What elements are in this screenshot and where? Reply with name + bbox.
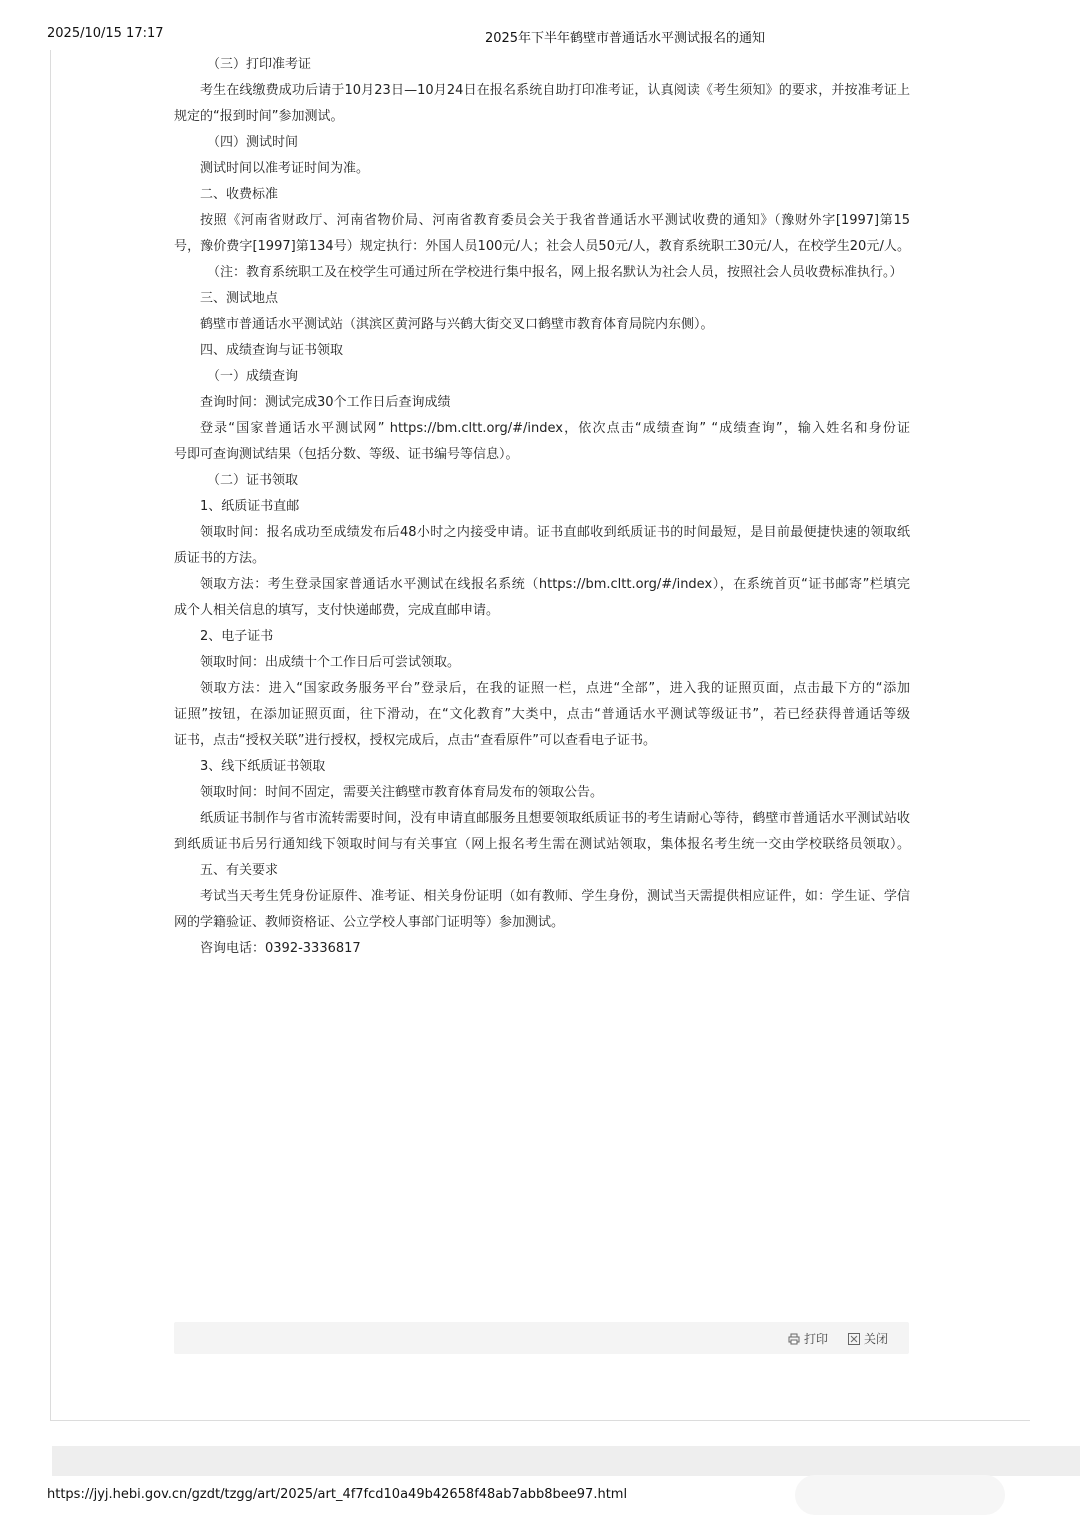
article-body — [174, 52, 910, 962]
document-title: 2025年下半年鹤壁市普通话水平测试报名的通知 — [484, 31, 766, 46]
article-line: 五、有关要求 — [200, 863, 279, 878]
article-line: 考试当天考生凭身份证原件、准考证、相关身份证明（如有教师、学生身份，测试当天需提供相应证件，如：学生证、学信 — [200, 889, 910, 904]
article-line: 四、成绩查询与证书领取 — [200, 343, 344, 358]
article-line: 证书，点击“授权关联”进行授权，授权完成后，点击“查看原件”可以查看电子证书。 — [174, 733, 656, 748]
article-line: 测试时间以准考证时间为准。 — [200, 161, 370, 176]
article-line: 到纸质证书后另行通知线下领取时间与有关事宜（网上报名考生需在测试站领取，集体报名考生统一交由学校联络员领取）。 — [174, 837, 910, 852]
blurred-overlay — [795, 1475, 1005, 1515]
article-line: 领取时间：报名成功至成绩发布后48小时之内接受申请。证书直邮收到纸质证书的时间最短，是目前最便捷快速的领取纸 — [200, 525, 910, 540]
print-datetime: 2025/10/15 17:17 — [47, 26, 164, 41]
article-line: 领取方法：考生登录国家普通话水平测试在线报名系统（https://bm.cltt.org/#/index），在系统首页“证书邮寄”栏填完 — [200, 577, 910, 592]
article-line: 领取时间：时间不固定，需要关注鹤壁市教育体育局发布的领取公告。 — [200, 785, 604, 800]
article-line: 考生在线缴费成功后请于10月23日—10月24日在报名系统自助打印准考证，认真阅读《考生须知》的要求，并按准考证上 — [200, 83, 910, 98]
article-line: 1、纸质证书直邮 — [200, 499, 300, 514]
page-bottom-band — [52, 1446, 1080, 1476]
article-line: 网的学籍验证、教师资格证、公立学校人事部门证明等）参加测试。 — [174, 915, 565, 930]
printer-icon — [788, 1333, 800, 1345]
close-button[interactable] — [848, 1330, 888, 1347]
article-line: 三、测试地点 — [200, 291, 279, 306]
article-line: 成个人相关信息的填写，支付快递邮费，完成直邮申请。 — [174, 603, 500, 618]
close-label: 关闭 — [864, 1332, 889, 1346]
article-line: 号即可查询测试结果（包括分数、等级、证书编号等信息）。 — [174, 447, 519, 462]
print-button[interactable] — [788, 1330, 828, 1347]
article-line: 领取方法：进入“国家政务服务平台”登录后，在我的证照一栏，点进“全部”，进入我的证照页面，点击最下方的“添加 — [200, 681, 910, 696]
article-line: 证照”按钮，在添加证照页面，往下滑动，在“文化教育”大类中，点击“普通话水平测试等级证书”，若已经获得普通话等级 — [174, 707, 910, 722]
article-line: （一）成绩查询 — [207, 369, 299, 384]
article-line: （二）证书领取 — [207, 473, 299, 488]
article-line: 鹤壁市普通话水平测试站（淇滨区黄河路与兴鹤大街交叉口鹤壁市教育体育局院内东侧）。 — [200, 317, 714, 332]
article-line: 查询时间：测试完成30个工作日后查询成绩 — [200, 395, 451, 410]
article-line: 2、电子证书 — [200, 629, 274, 644]
article-line: （四）测试时间 — [207, 135, 299, 150]
article-line: 纸质证书制作与省市流转需要时间，没有申请直邮服务且想要领取纸质证书的考生请耐心等待，鹤壁市普通话水平测试站收 — [200, 811, 910, 826]
print-label: 打印 — [804, 1332, 829, 1346]
article-line: 规定的“报到时间”参加测试。 — [174, 109, 344, 124]
article-line: 领取时间：出成绩十个工作日后可尝试领取。 — [200, 655, 461, 670]
article-line: 质证书的方法。 — [174, 551, 266, 566]
article-line: 二、收费标准 — [200, 187, 279, 202]
article-action-bar — [174, 1322, 909, 1354]
close-box-icon — [848, 1333, 860, 1345]
article-line: 3、线下纸质证书领取 — [200, 759, 326, 774]
article-line: 按照《河南省财政厅、河南省物价局、河南省教育委员会关于我省普通话水平测试收费的通知》（豫财外字[1997]第15 — [200, 213, 910, 228]
article-line: 登录“国家普通话水平测试网” https://bm.cltt.org/#/index，依次点击“成绩查询” “成绩查询”，输入姓名和身份证 — [200, 421, 910, 436]
article-line: （三）打印准考证 — [207, 57, 312, 72]
article-line: （注：教育系统职工及在校学生可通过所在学校进行集中报名，网上报名默认为社会人员，按照社会人员收费标准执行。） — [207, 265, 903, 280]
article-line: 号，豫价费字[1997]第134号）规定执行：外国人员100元/人；社会人员50元/人，教育系统职工30元/人，在校学生20元/人。 — [174, 239, 910, 254]
article-line: 咨询电话：0392-3336817 — [200, 941, 361, 956]
page-url: https://jyj.hebi.gov.cn/gzdt/tzgg/art/2025/art_4f7fcd10a49b42658f48ab7abb8bee97.html — [47, 1487, 628, 1502]
